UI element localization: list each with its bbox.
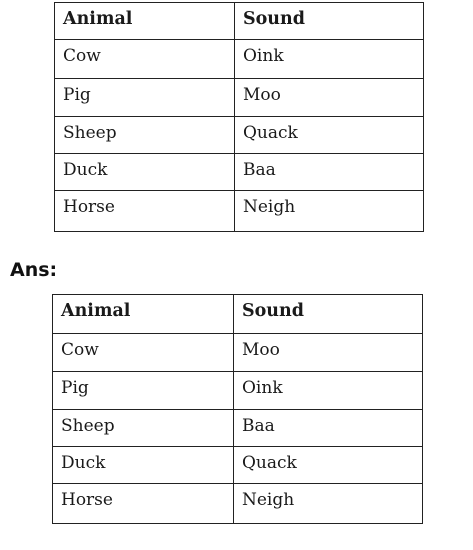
animal-cell: Sheep xyxy=(53,410,234,447)
sound-cell: Moo xyxy=(235,79,424,117)
table-row xyxy=(55,154,424,191)
table-row xyxy=(53,447,423,484)
animal-cell: Horse xyxy=(55,191,235,232)
sound-cell: Baa xyxy=(234,410,423,447)
sound-cell: Quack xyxy=(234,447,423,484)
animal-cell: Pig xyxy=(53,372,234,410)
header-row xyxy=(55,3,424,40)
answer-table xyxy=(52,294,423,524)
sound-cell: Oink xyxy=(234,372,423,410)
header-animal: Animal xyxy=(55,3,235,40)
table-row xyxy=(53,334,423,372)
animal-cell: Cow xyxy=(55,40,235,79)
sound-cell: Neigh xyxy=(234,484,423,524)
table-row xyxy=(55,79,424,117)
animal-cell: Duck xyxy=(55,154,235,191)
sound-cell: Neigh xyxy=(235,191,424,232)
sound-cell: Quack xyxy=(235,117,424,154)
animal-cell: Pig xyxy=(55,79,235,117)
animal-cell: Cow xyxy=(53,334,234,372)
table-row xyxy=(53,372,423,410)
header-row xyxy=(53,295,423,334)
answer-label: Ans: xyxy=(10,259,58,281)
header-sound: Sound xyxy=(235,3,424,40)
table-row xyxy=(55,191,424,232)
sound-cell: Baa xyxy=(235,154,424,191)
table-row xyxy=(53,410,423,447)
sound-cell: Oink xyxy=(235,40,424,79)
animal-cell: Duck xyxy=(53,447,234,484)
question-table xyxy=(54,2,424,232)
header-sound: Sound xyxy=(234,295,423,334)
animal-cell: Horse xyxy=(53,484,234,524)
animal-cell: Sheep xyxy=(55,117,235,154)
header-animal: Animal xyxy=(53,295,234,334)
table-row xyxy=(53,484,423,524)
table-row xyxy=(55,117,424,154)
sound-cell: Moo xyxy=(234,334,423,372)
table-row xyxy=(55,40,424,79)
